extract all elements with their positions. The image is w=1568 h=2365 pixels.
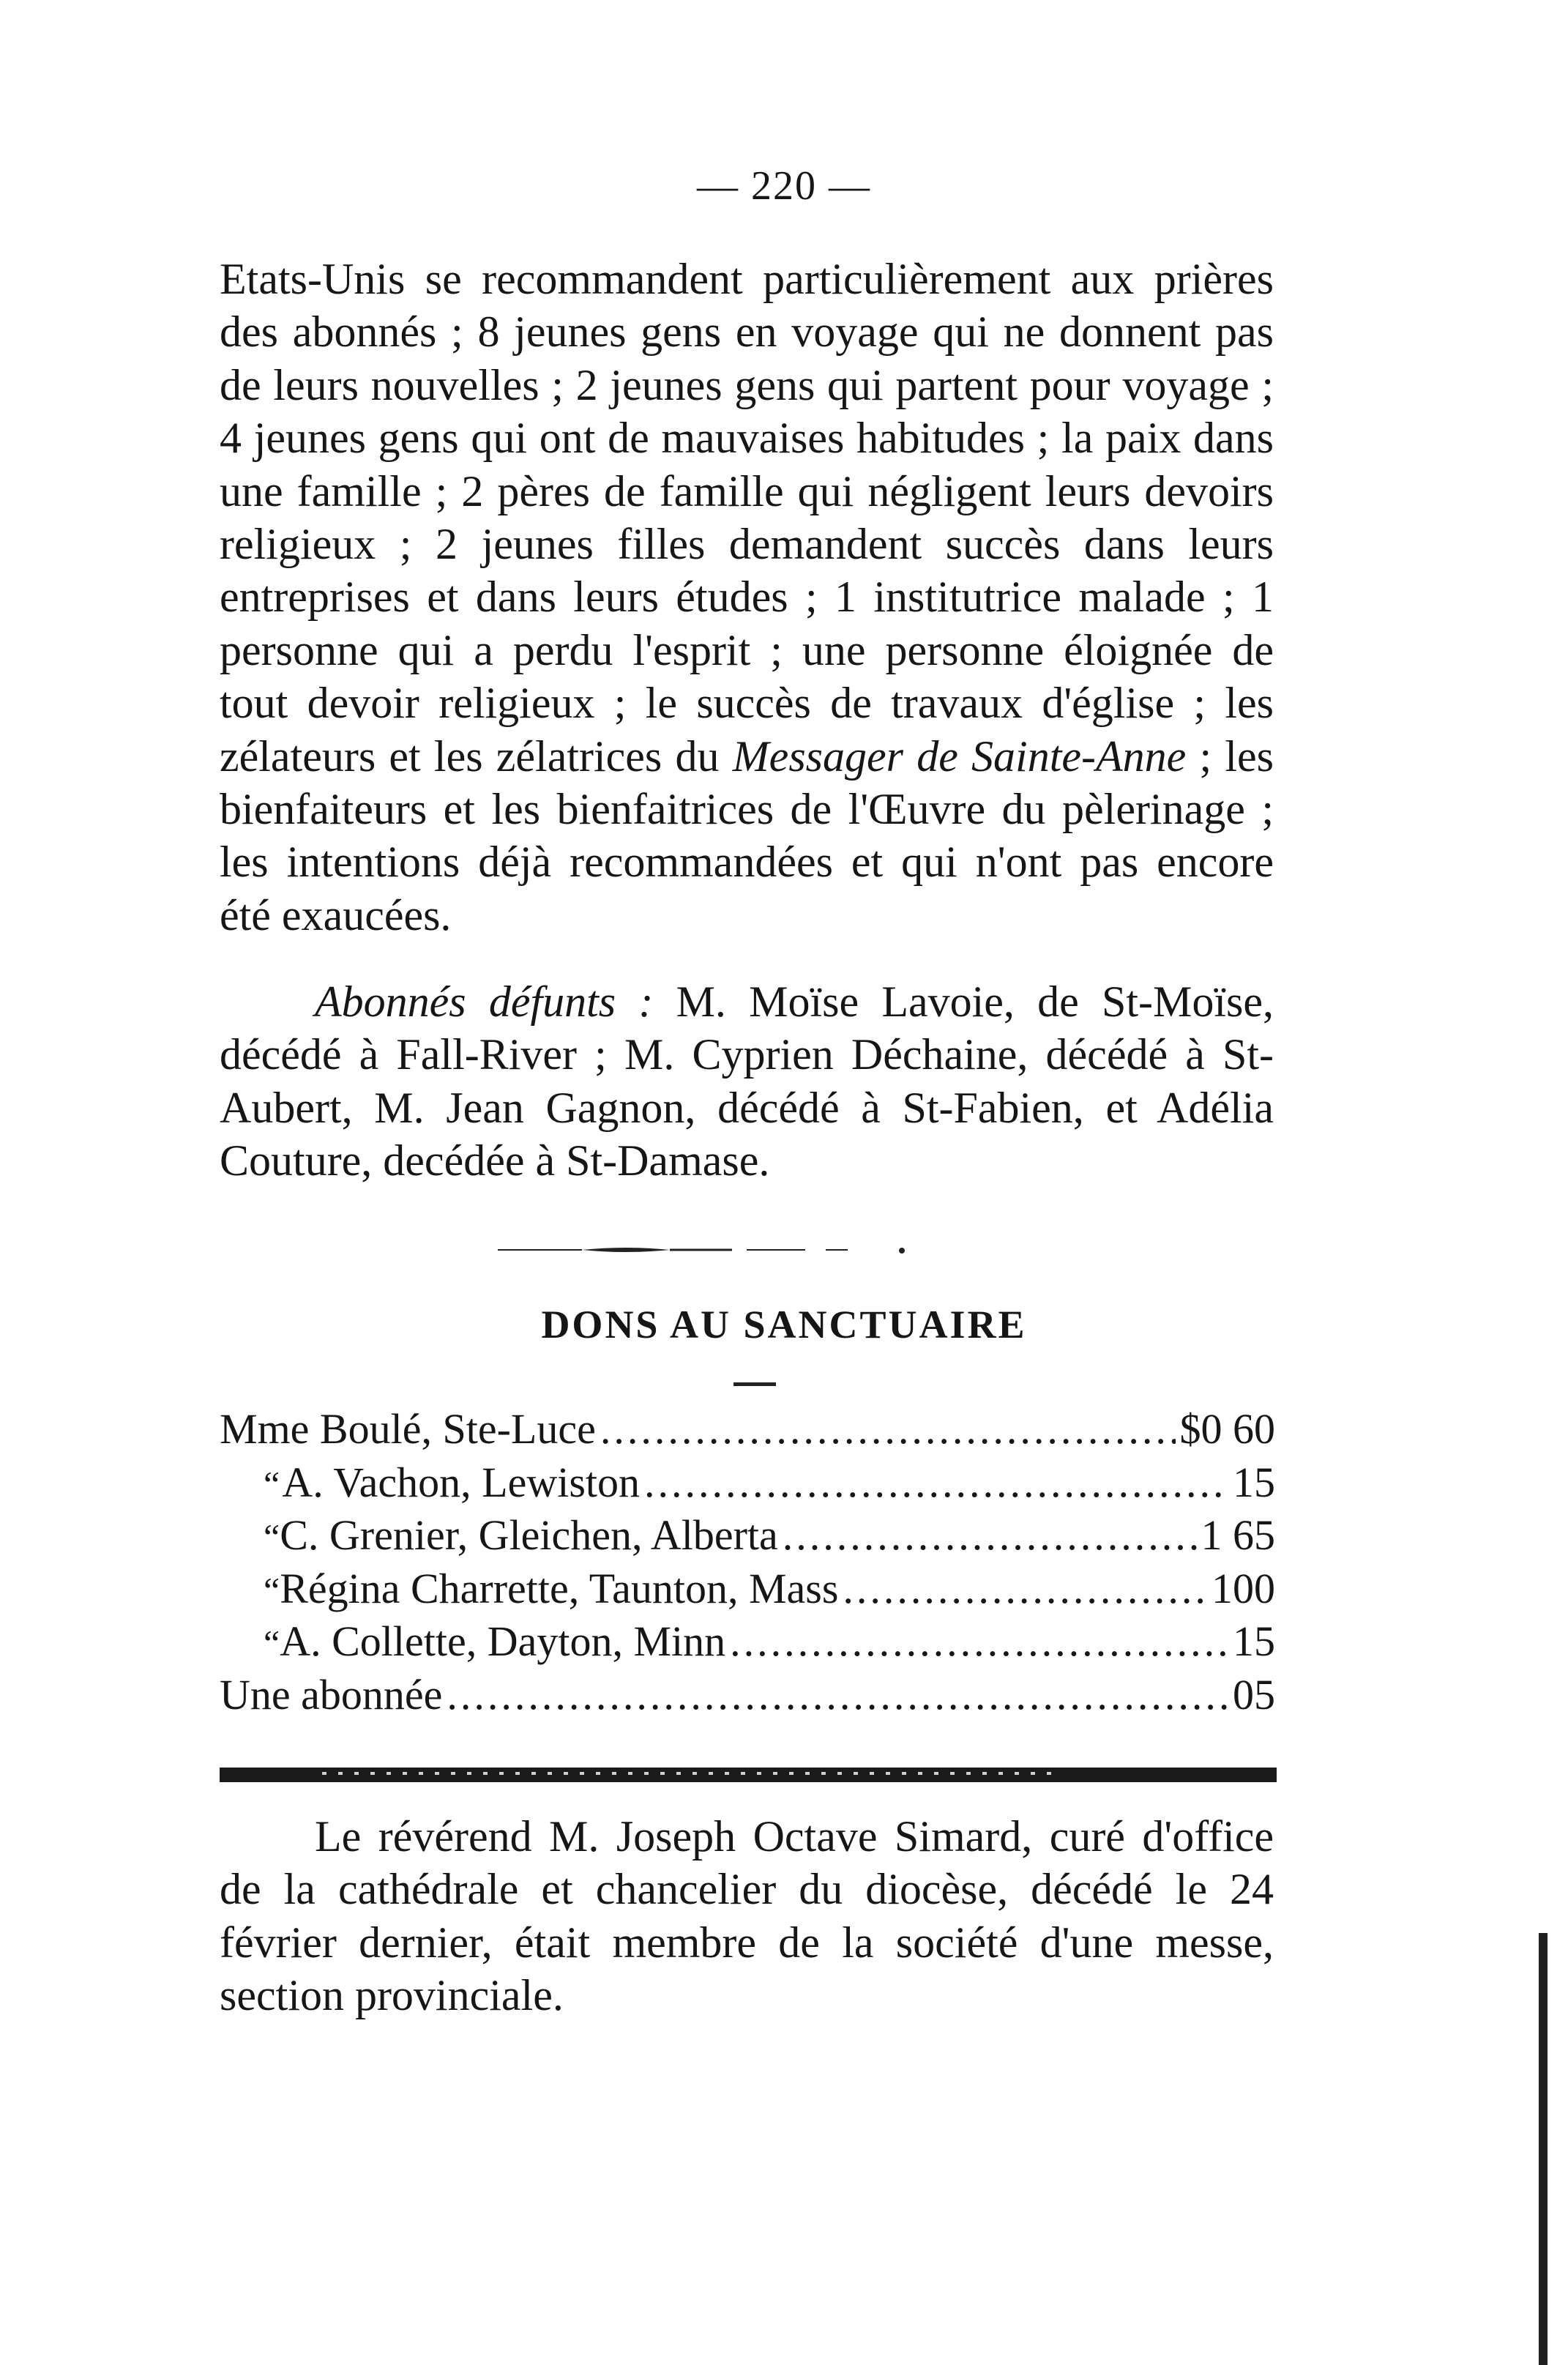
donation-amount: 15	[1233, 1617, 1275, 1665]
dot-leader	[644, 1458, 1228, 1507]
ditto-mark: “	[264, 1516, 280, 1557]
intentions-paragraph	[220, 253, 1274, 942]
donation-row	[220, 1404, 1275, 1458]
donation-row	[220, 1511, 1275, 1564]
dot-leader	[447, 1670, 1228, 1719]
ditto-mark: “	[264, 1569, 280, 1611]
ornament-divider	[498, 1245, 908, 1255]
closing-paragraph: Le révérend M. Joseph Octave Simard, curé d'office de la cathédrale et chancelier du diocèse, décédé le 24 février dernier, était membre de la société d'une messe, section provinciale.	[220, 1812, 1274, 2020]
dot-leader	[730, 1617, 1228, 1666]
deceased-subscribers-paragraph	[220, 975, 1274, 1188]
ditto-mark: “	[264, 1623, 280, 1664]
heading-dash	[733, 1382, 776, 1386]
donation-amount: 1 65	[1201, 1511, 1275, 1559]
donations-list	[220, 1404, 1275, 1723]
donor-name: Régina Charrette, Taunton, Mass	[280, 1564, 839, 1612]
page-number: — 220 —	[697, 163, 871, 209]
thick-rule-divider	[220, 1768, 1277, 1782]
intentions-tail: ; les bienfaiteurs et les bienfaitrices de l'Œuvre du pèlerinage ; les intentions déjà recommandées et qui n'ont pas encore été exaucées.	[220, 731, 1274, 939]
dot-leader	[783, 1511, 1197, 1560]
intentions-text: Etats-Unis se recommandent particulièrement aux prières des abonnés ; 8 jeunes gens en voyage qui ne donnent pas de leurs nouvelles ; 2 jeunes gens qui partent pour voyage ; 4 jeunes gens qui ont de mauvaises habitudes ; la paix dans une famille ; 2 pères de famille qui négligent leurs devoirs religieux ; 2 jeunes filles demandent succès dans leurs entreprises et dans leurs études ; 1 institutrice malade ; 1 personne qui a perdu l'esprit ; une personne éloignée de tout devoir religieux ; le succès de travaux d'église ; les zélateurs et les zélatrices du	[220, 255, 1274, 781]
deceased-label: Abonnés défunts :	[315, 977, 654, 1026]
donation-row	[220, 1564, 1275, 1617]
donation-amount: 100	[1212, 1564, 1275, 1612]
donor-name: A. Vachon, Lewiston	[282, 1458, 641, 1506]
donation-row	[220, 1458, 1275, 1511]
donor-name: Une abonnée	[220, 1670, 443, 1718]
page-edge-shadow	[1539, 1933, 1548, 2365]
donation-amount: 05	[1233, 1670, 1275, 1718]
section-heading: DONS AU SANCTUAIRE	[541, 1303, 1027, 1347]
donor-name: C. Grenier, Gleichen, Alberta	[280, 1511, 778, 1559]
ditto-mark: “	[264, 1463, 280, 1505]
donor-name: A. Collette, Dayton, Minn	[280, 1617, 726, 1665]
donation-row	[220, 1617, 1275, 1670]
dot-leader	[600, 1404, 1176, 1453]
messager-title: Messager de Sainte-Anne	[732, 731, 1187, 781]
donor-name: Mme Boulé, Ste-Luce	[220, 1405, 596, 1453]
deceased-text: M. Moïse Lavoie, de St-Moïse, décédé à Fall-River ; M. Cyprien Déchaine, décédé à St-Aubert, M. Jean Gagnon, décédé à St-Fabien, et Adélia Couture, decédée à St-Damase.	[220, 977, 1274, 1185]
donation-amount: 15	[1233, 1458, 1275, 1506]
donation-amount: $0 60	[1179, 1405, 1275, 1453]
donation-row	[220, 1670, 1275, 1724]
dot-leader	[843, 1564, 1207, 1613]
